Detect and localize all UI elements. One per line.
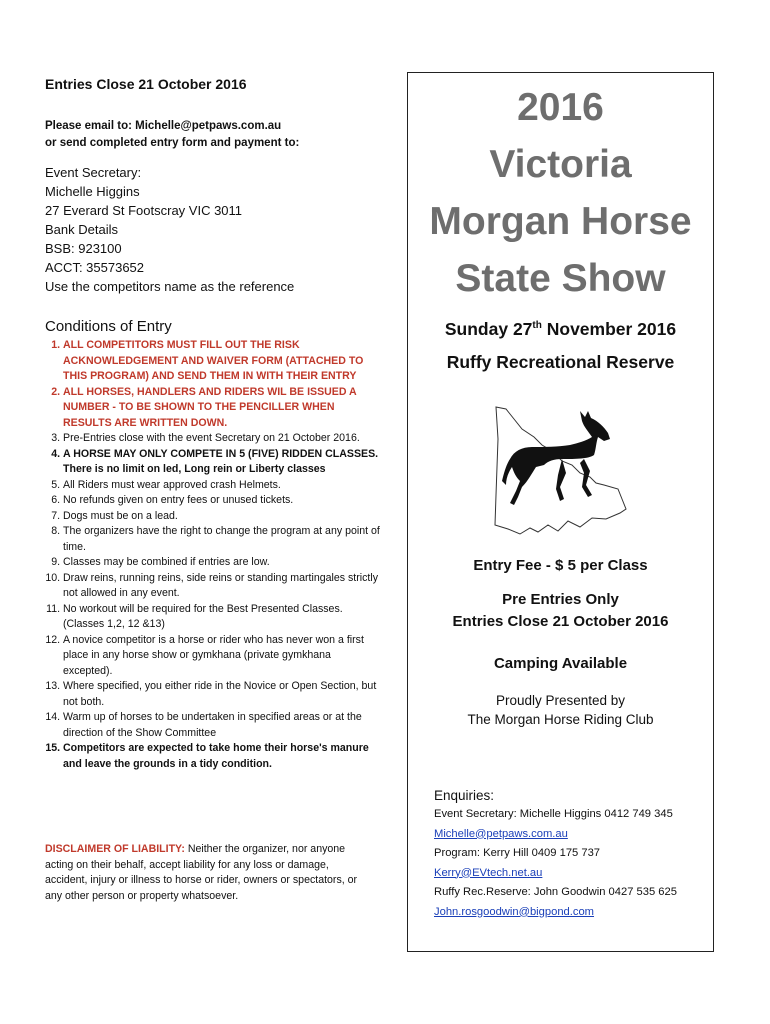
secretary-line: ACCT: 35573652: [45, 260, 145, 275]
condition-item: 4. A HORSE MAY ONLY COMPETE IN 5 (FIVE) RIDDEN CLASSES. There is no limit on led, Long rein or Liberty classes: [63, 447, 381, 478]
contact-line: Program: Kerry Hill 0409 175 737: [434, 847, 601, 859]
secretary-line: Use the competitors name as the reference: [45, 279, 295, 294]
email-instructions: [45, 118, 299, 152]
condition-item: 6. No refunds given on entry fees or unused tickets.: [63, 493, 381, 509]
conditions-title: Conditions of Entry: [45, 318, 172, 335]
secretary-line: BSB: 923100: [45, 241, 122, 256]
contacts-list: [434, 805, 677, 922]
disclaimer-label: DISCLAIMER OF LIABILITY:: [45, 843, 185, 855]
show-info-panel: [407, 72, 714, 952]
condition-item: 7. Dogs must be on a lead.: [63, 509, 381, 525]
date-rest: November 2016: [541, 319, 677, 339]
condition-item: 13. Where specified, you either ride in the Novice or Open Section, but not both.: [63, 679, 381, 710]
enquiries-heading: Enquiries:: [434, 788, 495, 803]
venue: Ruffy Recreational Reserve: [446, 352, 675, 372]
condition-item: 12. A novice competitor is a horse or rider who has never won a first place in any horse show or gymkhana (private gymkhana excepted).: [63, 633, 381, 680]
condition-item: 5. All Riders must wear approved crash Helmets.: [63, 478, 381, 494]
title-line: Victoria: [489, 143, 632, 186]
pre-entries: Pre Entries Only: [502, 591, 619, 608]
date-main: Sunday 27: [444, 319, 533, 339]
secretary-line: Michelle Higgins: [45, 184, 140, 199]
title-line: State Show: [455, 257, 666, 300]
condition-item: 1. ALL COMPETITORS MUST FILL OUT THE RISK ACKNOWLEDGEMENT AND WAIVER FORM (ATTACHED TO THIS PROGRAM) AND SEND THEM IN WITH THEIR ENTRY: [63, 338, 381, 385]
disclaimer-text: Neither the organizer, nor anyone acting on their behalf, accept liability for any loss or damage, accident, injury or illness to horse or rider, owners or spectators, or any other person or property whatsoever.: [45, 843, 358, 902]
date-suffix: th: [532, 320, 542, 332]
title-line: 2016: [517, 86, 604, 129]
condition-item: 9. Classes may be combined if entries are low.: [63, 555, 381, 571]
disclaimer: [45, 842, 363, 904]
condition-item: 2. ALL HORSES, HANDLERS AND RIDERS WIL BE ISSUED A NUMBER - TO BE SHOWN TO THE PENCILLER WHEN RESULTS ARE WRITTEN DOWN.: [63, 385, 381, 432]
entry-fee: Entry Fee - $ 5 per Class: [473, 557, 648, 574]
title-line: Morgan Horse: [429, 200, 692, 243]
contact-email-link[interactable]: Kerry@EVtech.net.au: [434, 866, 543, 879]
condition-item: 15. Competitors are expected to take home their horse's manure and leave the grounds in a tidy condition.: [63, 741, 381, 772]
conditions-list: [45, 338, 381, 772]
contact-email-link[interactable]: John.rosgoodwin@bigpond.com: [434, 905, 595, 918]
secretary-details: [45, 163, 294, 296]
condition-item: 3. Pre-Entries close with the event Secretary on 21 October 2016.: [63, 431, 381, 447]
contact-line: Event Secretary: Michelle Higgins 0412 749 345: [434, 808, 673, 820]
condition-item: 11. No workout will be required for the Best Presented Classes. (Classes 1,2, 12 &13): [63, 602, 381, 633]
entries-close-panel: Entries Close 21 October 2016: [452, 613, 669, 630]
condition-item: 14. Warm up of horses to be undertaken in specified areas or at the direction of the Show Committee: [63, 710, 381, 741]
send-line: or send completed entry form and payment to:: [45, 137, 300, 149]
secretary-line: 27 Everard St Footscray VIC 3011: [45, 203, 243, 218]
entries-close-heading: Entries Close 21 October 2016: [45, 76, 247, 92]
condition-item: 10. Draw reins, running reins, side reins or standing martingales strictly not allowed in any event.: [63, 571, 381, 602]
contact-line: Ruffy Rec.Reserve: John Goodwin 0427 535 625: [434, 886, 677, 898]
show-date: [408, 319, 713, 340]
club-name: The Morgan Horse Riding Club: [467, 712, 654, 727]
victoria-map-horse-icon: [492, 403, 630, 543]
camping: Camping Available: [493, 655, 628, 672]
proudly-presented: Proudly Presented by: [495, 693, 626, 708]
show-title: [408, 79, 713, 307]
email-line: Please email to: Michelle@petpaws.com.au: [45, 120, 282, 132]
secretary-line: Bank Details: [45, 222, 118, 237]
secretary-line: Event Secretary:: [45, 165, 142, 180]
condition-item: 8. The organizers have the right to change the program at any point of time.: [63, 524, 381, 555]
contact-email-link[interactable]: Michelle@petpaws.com.au: [434, 827, 568, 840]
